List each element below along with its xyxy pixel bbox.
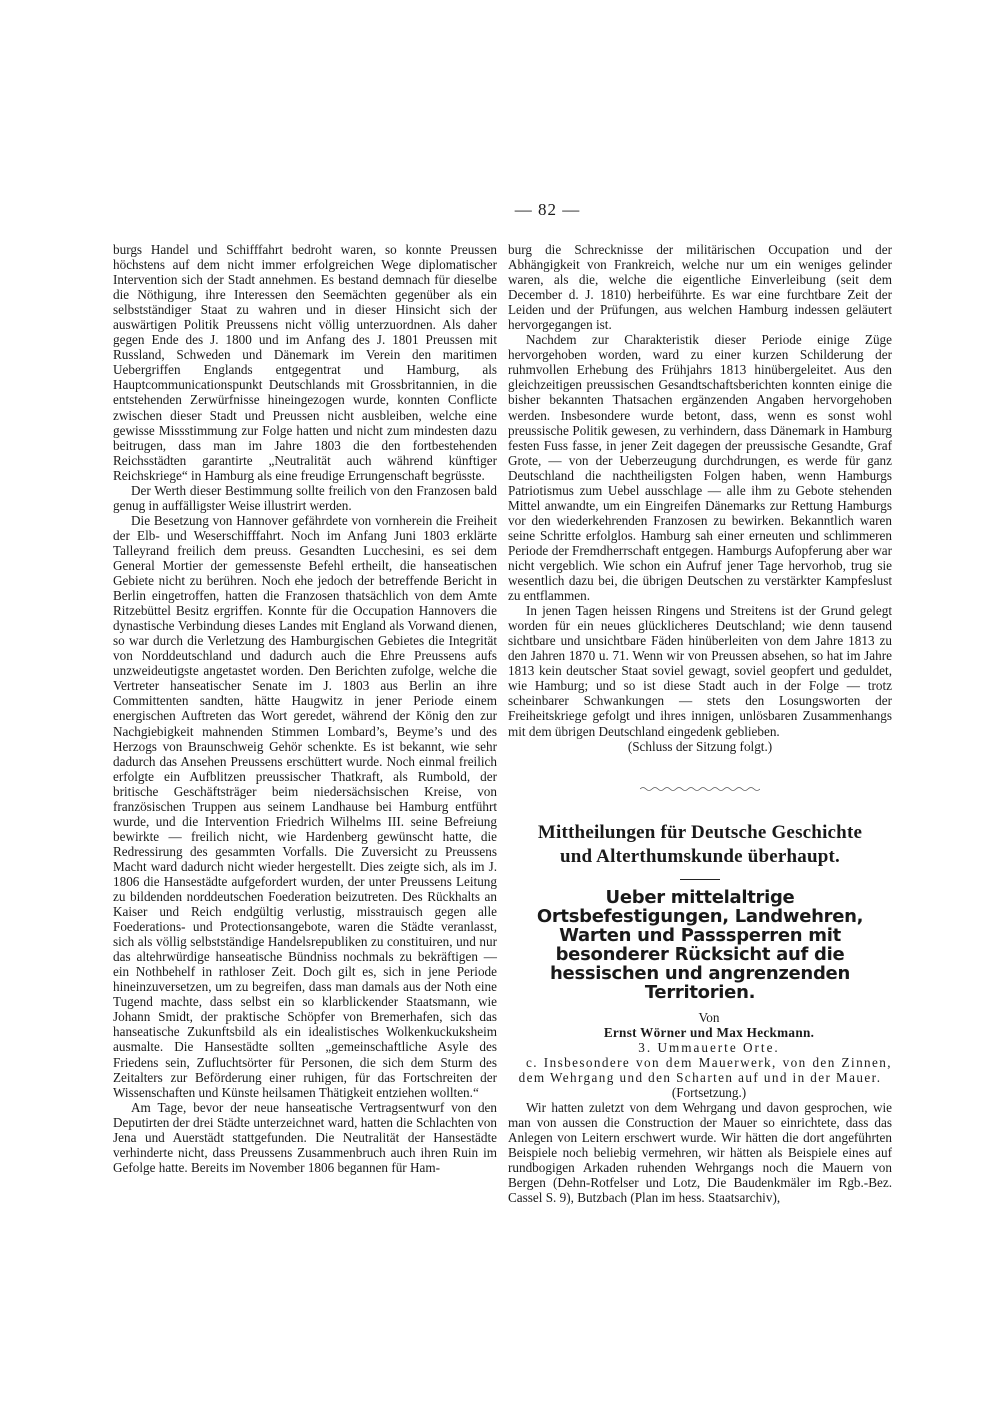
paragraph: Nachdem zur Charakteristik dieser Periode einige Züge hervorgehoben worden, ward zu einer kurzen Schilderung der ruhmvollen Erhebung des Frühjahrs 1813 hinübergeleitet. Aus den gleichzeitigen preussischen Gesandtschaftsberichten konnten einige die bisher bekannten Thatsachen ergänzenden Angaben hervorgehoben werden. Insbesondere wurde betont, dass, wenn es sonst wohl preussische Politik gewesen, zu verhindern, dass Dänemark in Hamburg festen Fuss fasse, in jener Zeit dagegen der preussische Gesandte, Graf Grote, — von der Ueberzeugung durchdrungen, es werde für ganz Deutschland die nachtheiligsten Folgen haben, wenn Hamburgs Patriotismus zum Uebel ausschlage — alle ihm zu Gebote stehenden Mittel anwandte, um ein Eingreifen Dänemarks zur Rettung Hamburgs vor den wiederkehrenden Franzosen zu bewirken. Bekanntlich waren seine Schritte erfolglos. Hamburg sah einer erneuten und schlimmeren Periode der Fremdherrschaft entgegen. Hamburgs Aufopferung aber war nicht vergeblich. Wie schon ein Aufruf jener Tage hervorhob, trug sie wesentlich dazu bei, die übrigen Deutschen zu verstärkter Kampfeslust zu entflammen. xyxy=(508,332,892,604)
paragraph: burgs Handel und Schifffahrt bedroht waren, so konnte Preussen höchstens auf dem nicht immer erfolgreichen Wege diplomatischer Intervention sich der Stadt annehmen. Es bestand demnach für dieselbe die Nöthigung, ihre Interessen den Seemächten gegenüber als ein selbstständiger Staat zu wahren und in dieser Hinsicht sich der auswärtigen Politik Preussens nicht völlig unterzuordnen. Als daher gegen Ende des J. 1800 und im Anfang des J. 1801 Preussen mit Russland, Schweden und Dänemark im Verein den maritimen Uebergriffen Englands entgegentrat und Hamburg, als Hauptcommunicationspunkt Deutschlands mit Grossbritannien, in die entstehenden Zerwürfnisse hineingezogen wurde, konnten Conflicte zwischen dieser Stadt und Preussen nicht ausbleiben, welche eine gewisse Missstimmung zur Folge hatten und nicht zum mindesten dazu beitrugen, dass man im Jahre 1803 die den fortbestehenden Reichsstädten garantirte „Neutralität auch während künftiger Reichskriege“ in Hamburg als eine freudige Errungenschaft begrüsste. xyxy=(113,242,497,483)
page-number: — 82 — xyxy=(514,200,581,219)
authors: Ernst Wörner und Max Heckmann. xyxy=(603,1024,815,1040)
byline-von: Von xyxy=(698,1009,720,1025)
paragraph: Wir hatten zuletzt von dem Wehrgang und davon gesprochen, wie man von aussen die Construction der Mauer so einrichtete, dass das Anlegen von Leitern erschwert wurde. Wir hätten die dort angeführten Beispiele noch beliebig vermehren, wir hätten als Beispiele eines auf rundbogigen Arkaden ruhenden Wehrgangs noch die Mauern von Bergen (Dehn-Rotfelser und Lotz, Die Baudenkmäler im Rgb.-Bez. Cassel S. 9), Butzbach (Plan im hess. Staatsarchiv), xyxy=(508,1099,892,1206)
paragraph: Am Tage, bevor der neue hanseatische Vertragsentwurf von den Deputirten der drei Städte unterzeichnet ward, hatten die Schlachten von Jena und Auerstädt stattgefunden. Die Neutralität der Hansestädte verhinderte nicht, dass Preussens Zusammenbruch auch ihren Ruin im Gefolge hatte. Bereits im November 1806 begannen für Ham- xyxy=(113,1099,497,1175)
subsection-heading: 3. Ummauerte Orte. xyxy=(638,1039,780,1055)
paragraph: In jenen Tagen heissen Ringens und Streitens ist der Grund gelegt worden für ein neues glücklicheres Deutschland; wie denn tausend sichtbare und unsichtbare Fäden hinüberleiten von dem Jahre 1813 zu den Jahren 1870 u. 71. Wenn wir von Preussen absehen, so hat im Jahre 1813 kein deutscher Staat soviel gewagt, soviel geopfert und geduldet, wie Hamburg; und so ist diese Stadt auch in der Folge — trotz scheinbarer Schwankungen — stets den Losungsworten der Freiheitskriege gefolgt und ihres innigen, unlösbaren Zusammenhangs mit dem übrigen Deutschland eingedenk geblieben. xyxy=(508,603,892,739)
article-title: Ueber mittelaltrige Ortsbefestigungen, Landwehren, Warten und Passsperren mit besonderer Rücksicht auf die hessischen und angrenzenden Territorien. xyxy=(536,886,864,1003)
wavy-line-icon xyxy=(640,786,760,792)
wavy-divider xyxy=(508,782,892,797)
section-title-line: und Alterthumskunde überhaupt. xyxy=(559,845,840,867)
paragraph: burg die Schrecknisse der militärischen Occupation und der Abhängigkeit von Frankreich, welche nur um ein weniges gelinder waren, als die, welche die eigentliche Einverleibung (seit dem December d. J. 1810) herbeiführte. Es war eine furchtbare Zeit der Leiden und der Prüfungen, aus welchen Hamburg indessen geläutert hervorgegangen ist. xyxy=(508,242,892,333)
right-column xyxy=(508,242,892,1205)
subsubsection-heading: c. Insbesondere von dem Mauerwerk, von den Zinnen, dem Wehrgang und den Scharten auf und in der Mauer. xyxy=(518,1054,892,1085)
left-column xyxy=(113,242,497,1175)
paragraph: Der Werth dieser Bestimmung sollte freilich von den Franzosen bald genug in auffälligster Weise illustrirt werden. xyxy=(113,482,497,513)
section-rule xyxy=(680,879,720,880)
section-title xyxy=(508,821,892,869)
paragraph: Die Besetzung von Hannover gefährdete von vornherein die Freiheit der Elb- und Weserschifffahrt. Noch im Anfang Juni 1803 erklärte Talleyrand freilich dem preuss. Gesandten Lucchesini, es sei dem General Mortier der gemessenste Befehl ertheilt, die hanseatischen Gebiete nicht zu berühren. Noch ehe jedoch der betreffende Bericht in Berlin eingetroffen, hatten die Franzosen thatsächlich von dem Amte Ritzebüttel Besitz ergriffen. Konnte für die Occupation Hannovers die dynastische Verbindung dieses Landes mit England als Vorwand dienen, so war durch die Verletzung des Hamburgischen Gebietes die Integrität von Norddeutschland und dadurch auch die Ehre Preussens aufs unzweideutigste angetastet worden. Den Berichten zufolge, welche die Vertreter hanseatischer Senate im J. 1803 aus Berlin an ihre Committenten sandten, hätte Haugwitz in jener Periode einem energischen Auftreten das Wort geredet, während der König den zur Nachgiebigkeit mahnenden Stimmen Lombard’s, Beyme’s und des Herzogs von Braunschweig Gehör schenkte. Es ist bekannt, wie sehr dadurch das Ansehen Preussens erschüttert wurde. Noch einmal freilich erfolgte ein Aufblitzen preussischer Thatkraft, als Rumbold, der britische Geschäftsträger beim niedersächsischen Kreise, von französischen Truppen aus seinem Landhause bei Hamburg entführt wurde, und die Intervention Friedrich Wilhelms III. seine Befreiung bewirkte — freilich nicht, wie Hardenberg gewünscht hatte, die Redressirung des gesammten Vorfalls. Die Zuversicht zu Preussens Macht ward dadurch nicht wieder hergestellt. Dies zeigte sich, als im J. 1806 die Hansestädte aufgefordert wurden, der unter Preussens Leitung zu bildenden norddeutschen Foederation beizutreten. Des Rückhalts an Kaiser und Reich endgültig verlustig, misstrauisch gegen alle Foederations- und Protectionsangebote, waren die Städte veranlasst, sich als völlig selbstständige Handelsrepubliken zu constituiren, und nur das altehrwürdige hanseatische Bündniss nochmals zu bekräftigen — ein Nothbehelf in rathloser Zeit. Doch gilt es, sich in jene Periode hineinzuversetzen, um zu begreifen, dass man damals aus der Noth eine Tugend machte, dass selbst ein so klarblickender Staatsmann, wie Johann Smidt, der praktische Schöpfer von Bremerhafen, sich das hanseatische Zukunftsbild als ein idealistisches Wolkenkuckuksheim ausmalte. Die Hansestädte sollten „gemeinschaftliche Asyle des Friedens sein, Zufluchtsörter für Personen, die sich dem Sturm des Zeitalters zur Beförderung einer ruhigen, für das Fortschreiten der Wissenschaften und Künste heilsamen Thätigkeit entziehen wollten.“ xyxy=(113,512,497,1100)
continuation-note: (Fortsetzung.) xyxy=(671,1084,747,1100)
section-title-line: Mittheilungen für Deutsche Geschichte xyxy=(537,821,863,843)
closing-note: (Schluss der Sitzung folgt.) xyxy=(627,738,773,754)
